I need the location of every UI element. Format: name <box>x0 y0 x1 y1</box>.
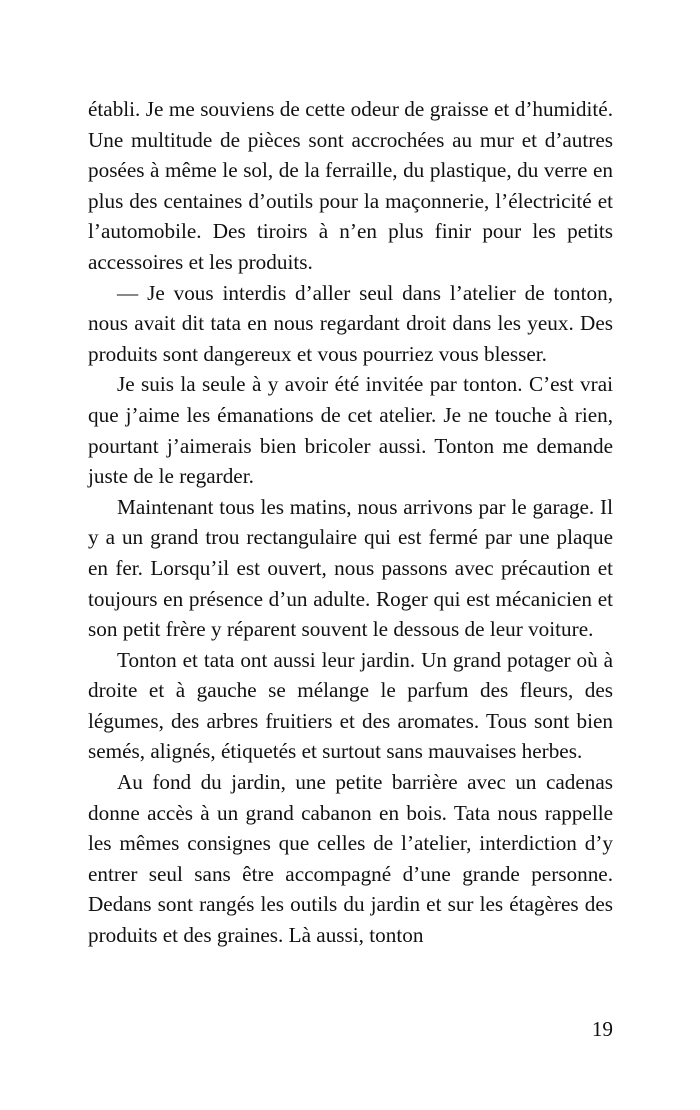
paragraph: Je suis la seule à y avoir été invitée par tonton. C’est vrai que j’aime les émanations de cet atelier. Je ne touche à rien, pourtant j’aimerais bien bricoler aussi. Tonton me demande juste de le regarder. <box>88 372 613 489</box>
paragraph: Au fond du jardin, une petite barrière avec un cadenas donne accès à un grand cabanon en bois. Tata nous rappelle les mêmes consignes que celles de l’atelier, interdiction d’y entrer seul sans être accompagné d’une grande personne. Dedans sont rangés les outils du jardin et sur les étagères des produits et des graines. Là aussi, tonton <box>88 770 613 948</box>
body-text <box>88 94 613 951</box>
paragraph: Maintenant tous les matins, nous arrivons par le garage. Il y a un grand trou rectangulaire qui est fermé par une plaque en fer. Lorsqu’il est ouvert, nous passons avec précaution et toujours en présence d’un adulte. Roger qui est mécanicien et son petit frère y réparent souvent le dessous de leur voiture. <box>88 494 613 642</box>
paragraph: — Je vous interdis d’aller seul dans l’atelier de tonton, nous avait dit tata en nous regardant droit dans les yeux. Des produits sont dangereux et vous pourriez vous blesser. <box>88 280 613 366</box>
paragraph: établi. Je me souviens de cette odeur de graisse et d’humidité. Une multitude de pièces sont accrochées au mur et d’autres posées à même le sol, de la ferraille, du plastique, du verre en plus des centaines d’outils pour la maçonnerie, l’électricité et l’automobile. Des tiroirs à n’en plus finir pour les petits accessoires et les produits. <box>88 97 613 274</box>
paragraph: Tonton et tata ont aussi leur jardin. Un grand potager où à droite et à gauche se mélange le parfum des fleurs, des légumes, des arbres fruitiers et des aromates. Tous sont bien semés, alignés, étiquetés et surtout sans mauvaises herbes. <box>88 647 613 764</box>
page-number: 19 <box>591 1017 613 1041</box>
